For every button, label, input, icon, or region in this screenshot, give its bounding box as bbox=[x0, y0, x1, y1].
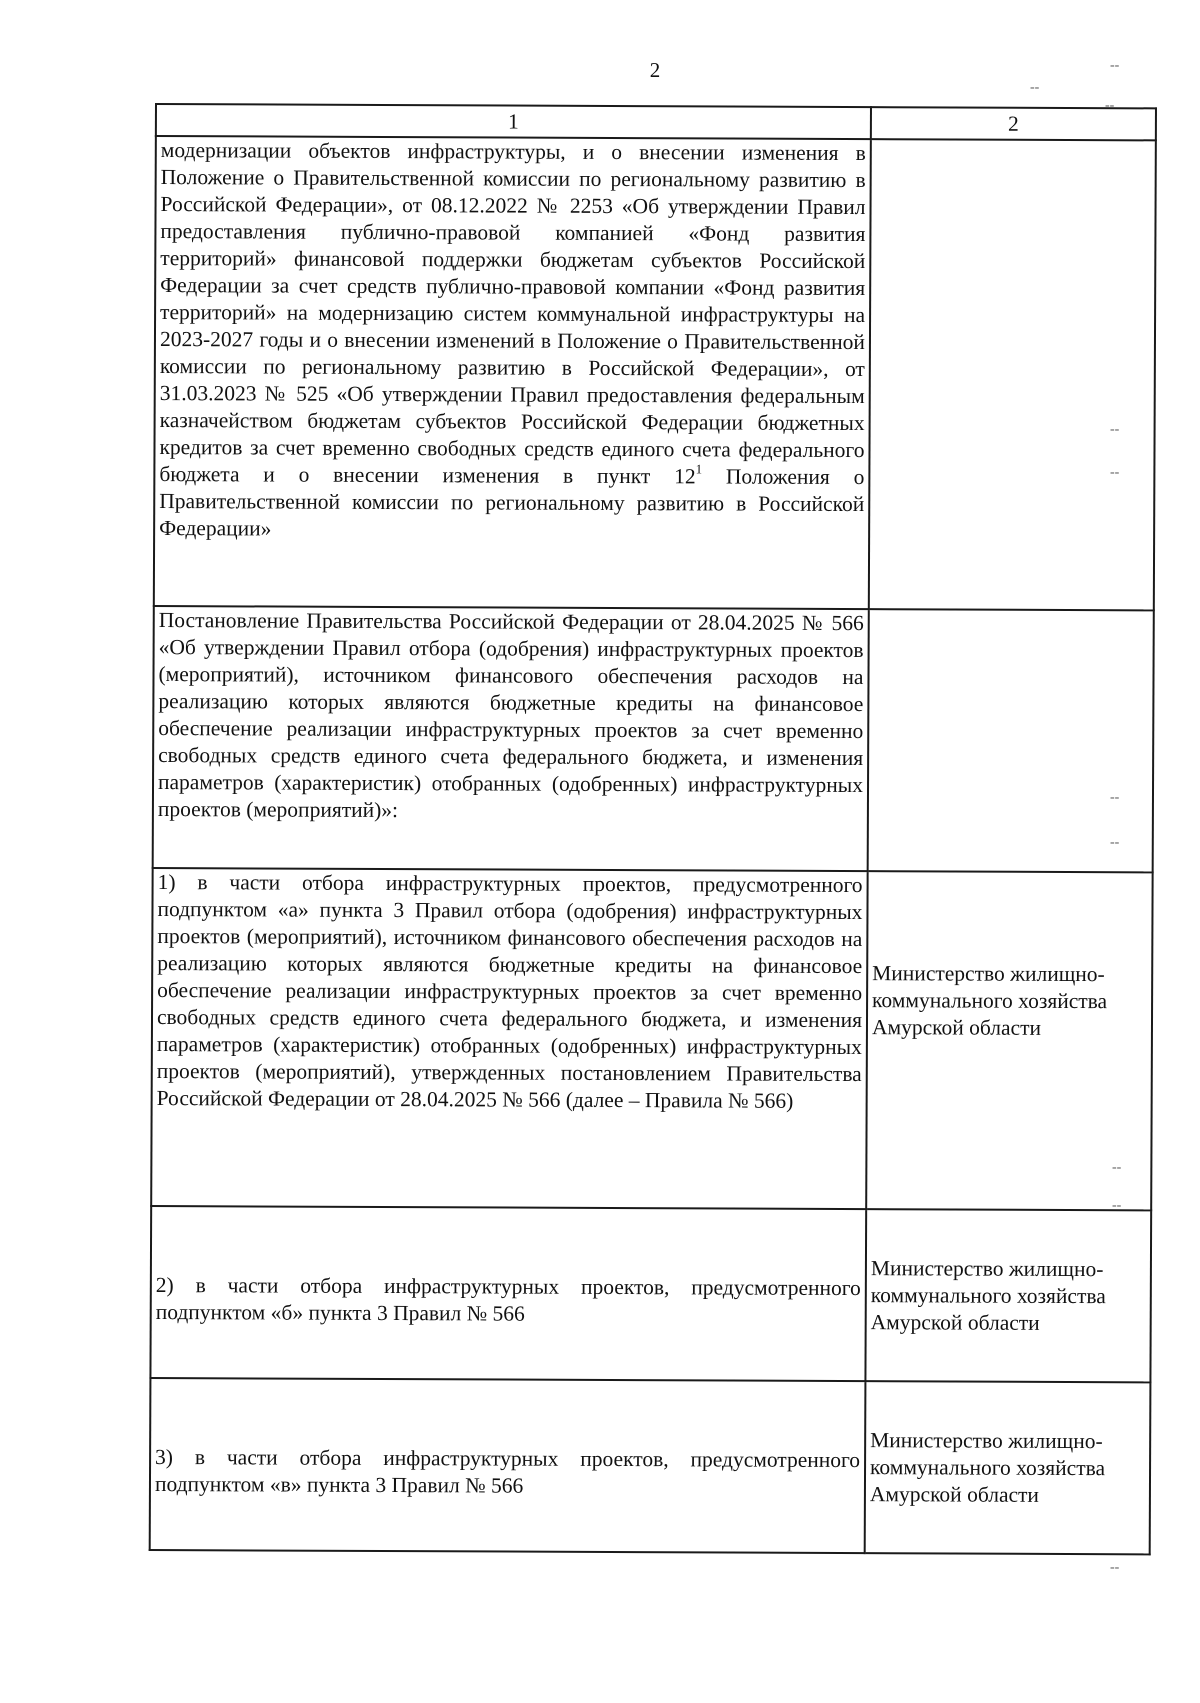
row-text-continuation bbox=[154, 136, 871, 609]
table-row bbox=[154, 136, 1156, 610]
row-text-main: модернизации объектов инфраструктуры, и о внесении изменения в Положение о Правительственной комиссии по региональному развитию в Российской Федерации», от 08.12.2022 № 2253 «Об утверждении Правил предоставления публично-правовой компанией «Фонд развития территорий» финансовой поддержки бюджетам субъектов Российской Федерации за счет средств публично-правовой компании «Фонд развития территорий» на модернизацию систем коммунальной инфраструктуры на 2023-2027 годы и о внесении изменений в Положение о Правительственной комиссии по региональному развитию в Российской Федерации», от 31.03.2023 № 525 «Об утверждении Правил предоставления федеральным казначейством бюджетам субъектов Российской Федерации бюджетных кредитов за счет временно свободных средств единого счета федерального бюджета и о внесении изменения в пункт 12 bbox=[159, 138, 866, 489]
table-row bbox=[153, 606, 1154, 872]
table-row bbox=[150, 1378, 1151, 1554]
document-table bbox=[149, 103, 1157, 1555]
scan-speck: -- bbox=[1110, 465, 1120, 480]
column-header-2: 2 bbox=[871, 107, 1156, 140]
scan-speck: -- bbox=[1110, 835, 1120, 850]
column-header-1: 1 bbox=[156, 104, 871, 139]
item-1-text: 1) в части отбора инфраструктурных проектов, предусмотренного подпунктом «а» пункта 3 Правил отбора (одобрения) инфраструктурных проектов (мероприятий), источником финансового обеспечения расходов на реализацию которых являются бюджетные кредиты на финансовое обеспечение реализации инфраструктурных проектов за счет временно свободных средств единого счета федерального бюджета, и изменения параметров (характеристик) отобранных (одобренных) инфраструктурных проектов (мероприятий), утвержденных постановлением Правительства Российской Федерации от 28.04.2025 № 566 (далее – Правила № 566) bbox=[151, 868, 867, 1209]
scan-speck: -- bbox=[1112, 1198, 1122, 1213]
scan-speck: -- bbox=[1030, 80, 1040, 95]
scan-speck: -- bbox=[1105, 98, 1115, 113]
item-3-text: 3) в части отбора инфраструктурных проектов, предусмотренного подпунктом «в» пункта 3 Правил № 566 bbox=[150, 1378, 866, 1553]
resolution-566-text: Постановление Правительства Российской Федерации от 28.04.2025 № 566 «Об утверждении Правил отбора (одобрения) инфраструктурных проектов (мероприятий), источником финансового обеспечения расходов на реализацию которых являются бюджетные кредиты на финансовое обеспечение реализации инфраструктурных проектов за счет временно свободных средств единого счета федерального бюджета, и изменения параметров (характеристик) отобранных (одобренных) инфраструктурных проектов (мероприятий)»: bbox=[153, 606, 869, 871]
page-number: 2 bbox=[649, 58, 661, 82]
footnote-superscript: 1 bbox=[695, 461, 703, 477]
scan-speck: -- bbox=[1112, 1160, 1122, 1175]
scan-speck: -- bbox=[1110, 422, 1120, 437]
table-row bbox=[150, 1206, 1151, 1382]
row-text-tail: Положения о Правительственной комиссии по региональному развитию в Российской Федерации» bbox=[159, 464, 865, 541]
responsible-ministry: Министерство жилищно-коммунального хозяйства Амурской области bbox=[865, 1209, 1151, 1382]
scan-speck: -- bbox=[1110, 58, 1120, 73]
item-2-text: 2) в части отбора инфраструктурных проектов, предусмотренного подпунктом «б» пункта 3 Правил № 566 bbox=[150, 1206, 866, 1381]
scan-speck: -- bbox=[1110, 790, 1120, 805]
responsible-ministry: Министерство жилищно-коммунального хозяйства Амурской области bbox=[865, 1381, 1151, 1554]
responsible-ministry: Министерство жилищно-коммунального хозяйства Амурской области bbox=[866, 871, 1152, 1210]
responsible-cell-empty bbox=[868, 609, 1154, 872]
table-header-row bbox=[156, 104, 1156, 140]
table-row bbox=[151, 868, 1152, 1210]
scan-speck: -- bbox=[1110, 1560, 1120, 1575]
responsible-cell-empty bbox=[869, 139, 1156, 610]
